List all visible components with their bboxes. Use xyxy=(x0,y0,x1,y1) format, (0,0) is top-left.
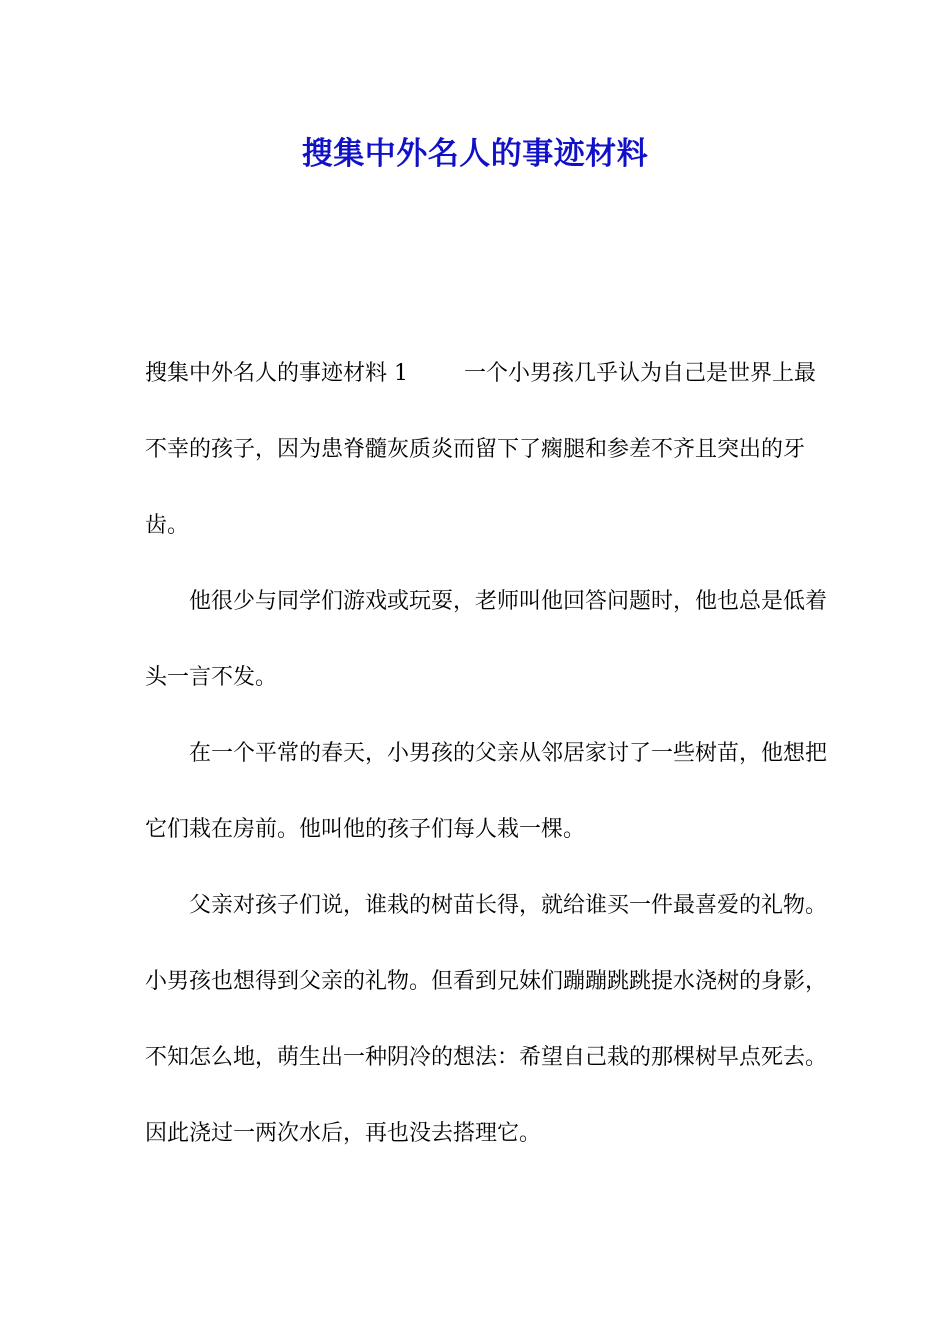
paragraph-3: 在一个平常的春天，小男孩的父亲从邻居家讨了一些树苗，他想把它们栽在房前。他叫他的孩子们每人栽一棵。 xyxy=(145,741,828,842)
paragraph-1 xyxy=(145,336,835,564)
paragraph-4: 父亲对孩子们说，谁栽的树苗长得，就给谁买一件最喜爱的礼物。小男孩也想得到父亲的礼物。但看到兄妹们蹦蹦跳跳提水浇树的身影，不知怎么地，萌生出一种阴冷的想法：希望自己栽的那棵树早点死去。因此浇过一两次水后，再也没去搭理它。 xyxy=(145,893,828,1146)
document-title: 搜集中外名人的事迹材料 xyxy=(301,136,649,172)
paragraph-2: 他很少与同学们游戏或玩耍，老师叫他回答问题时，他也总是低着头一言不发。 xyxy=(145,589,828,690)
lead-heading: 搜集中外名人的事迹材料 1 xyxy=(145,361,408,386)
paragraph-1-text: 一个小男孩几乎认为自己是世界上最不幸的孩子，因为患脊髓灰质炎而留下了瘸腿和参差不齐且突出的牙齿。 xyxy=(145,361,817,538)
document-body xyxy=(145,336,835,1172)
